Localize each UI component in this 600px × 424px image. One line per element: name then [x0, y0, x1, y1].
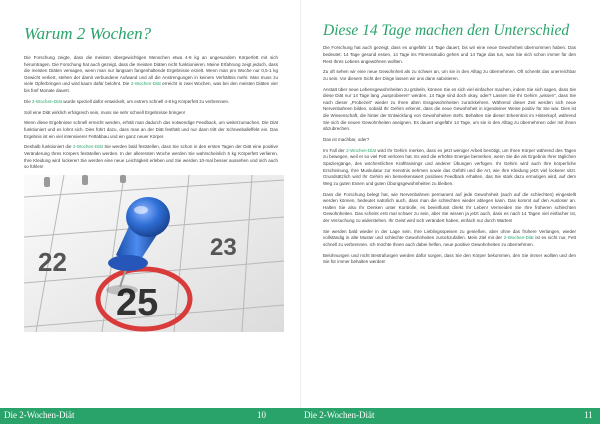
date-number: 22 [38, 246, 67, 277]
left-page-title: Warum 2 Wochen? [24, 24, 152, 43]
paragraph: Im Fall der 2-Wochen-Diät wird Ihr Gehirn merken, dass es jetzt weniger Arbeit benötigt, um Ihren Körper während des Tages zu bewegen, weil er so viel Fett verloren hat. Es wird die erhöhte Energie bemerken, wenn Sie die als Ergebnis Ihrer täglichen Spaziergänge, des wöchentlichen Krafttrainings und anderer Übungen verfügen. Ihr Gehirn wird auch Ihre körperliche Erscheinung, Ihre Muskulatur zur Kenntnis nehmen sowie das Gefühl und die Art, wie Ihre Kleidung jetzt viel lockerer sitzt. Grundsätzlich wird Ihr Gehirn ein bemerkenswert positives Feedback erhalten, das Sie stark dazu ermutigen wird, auf dem Weg zu guten Essen und guten Übungsgewohnheiten zu bleiben. [323, 147, 576, 186]
footer-right-title: Die 2-Wochen-Diät [304, 410, 375, 420]
circled-date-number: 25 [116, 281, 159, 324]
diet-link: 2-Wochen-Diät [130, 81, 161, 87]
footer-left-title: Die 2-Wochen-Diät [4, 410, 75, 420]
paragraph: Soll eine Diät wirklich erfolgreich sein, muss sie sehr schnell Ergebnisse bringen! [24, 109, 186, 115]
paragraph: Dass die Forschung belegt hat, wie Nervenbahnen permanent auf jede Gewohnheit (auch auf die schlechten) eingestellt werden können, bedeutet natürlich auch, dass man die schlechten wieder ablegen kann. Das kommt auf den Ausloser an. Halten Sie also Ihr Denken unter Kontrolle, es beeinflusst direkt Ihr Leben! Vermeiden Sie Ihre früheren schlechten Gewohnheiten. Das scheint erst mal schwer zu sein, aber Sie wissen ja jetzt auch, dass es nach 14 Tagen viel einfacher ist, der Versuchung zu widerstehen. Ihr Geist wird sich verändert haben, einfach nur durch Warten! [323, 191, 576, 223]
paragraph: Die 2-Wochen-Diät wurde speziell dafür entwickelt, um extrem schnell 4-8 kg Körperfett zu verbrennen. [24, 98, 230, 104]
paragraph: Das ist machbar, oder? [323, 137, 370, 143]
diet-link: 2-Wochen-Diät [32, 98, 62, 104]
page-number-left: 10 [257, 410, 266, 420]
calendar-illustration [24, 175, 284, 332]
diet-link: 2-Wochen-Diät [346, 147, 377, 153]
diet-link: 2-Wochen-Diät [72, 144, 103, 150]
calendar-pin-photo [24, 175, 284, 332]
paragraph: Die Forschung zeigte, dass die meisten übergewichtigen Menschen etwa 4-8 kg an ungesundem Körperfett mit sich herumtragen. Die Forschung hat auch gezeigt, dass die meisten Diäten nicht funktionieren. Meine Erfahrung zeigt jedoch, dass die meisten Diäten versagen, wenn man nur langsam fangenhaltende Ergebnisse erzielt. Wenn man pro Woche nur 0,5-1 kg Gewicht verliert, stehen der damit verbundene Aufwand und all die Anstrengungen in keinem Verhältnis mehr. Man muss zu viele Opferbringen und wird kaum dafür belohnt. Die 2-Wochen-Diät erreicht in zwei Wochen, was bei den meisten Diäten vier bis fünf Monate dauert. [24, 55, 278, 93]
paragraph: Sie werden bald wieder in der Lage sein, Ihre Lieblingsspeisen zu genießen, aber ohne das frühere Verlangen, wieder vollständig in alte Muster und schlechte Gewohnheiten zurückzufallen. Mein Ziel mit der 2-Wochen-Diät ist es nicht nur, Fett schnell zu verbrennen. Ich möchte Ihnen auch dabei helfen, neue positive Gewohnheiten zu übernehmen. [323, 228, 576, 247]
left-page [0, 0, 300, 408]
diet-link: 2-Wochen-Diät [503, 235, 534, 241]
paragraph: Anstatt über neue Lebensgewohnheiten zu grübeln, können Sie es sich viel einfacher machen, indem Sie sich sagen, dass Sie diese Diät nur 14 Tage lang „ausprobieren“ werden. 14 Tage sind doch okay, oder? Lassen Sie Ihr Gehirn „wissen“, dass Sie nach dieser „Probezeit“ wieder zu Ihren alten Essgewohnheiten zurückkehren. Während dieser Zeit werden sich neue Nervenbahnen bilden, sobald Ihr Gehirn erkennt, dass die neue Gewohnheit in irgendeiner Weise positiv für Sie war. Dies ist die Wissenschaft, die hinter der Entwicklung von Gewohnheiten steht. Behalten Sie dieser Erkenntnis im Hinterkopf, während Sie sich die neuen Gewohnheiten aneignen. Es dauert ungefähr 14 Tage, um sie in den Alltag zu übernehmen oder mit ihnen abzubrechen. [323, 86, 576, 132]
footer-bar [0, 408, 600, 424]
date-number: 23 [210, 233, 237, 261]
paragraph: Wenn diese Ergebnisse schnell erreicht werden, erhält man dadurch das notwendige Feedback, um weiterzumachen. Die Diät funktioniert und es lohnt sich. Dies führt dazu, dass man an der Diät festhält und nur dann tritt der Schneeballeffekt ein. Das Ergebnis ist ein viel intensiverer Fettabbau und ein ganz neuer Körper. [24, 120, 278, 139]
right-page [300, 0, 600, 408]
paragraph: Die Forschung hat auch gezeigt, dass es ungefähr 14 Tage dauert, bis wir eine neue Gewohnheit übernommen haben. Das bedeutet: 14 Tage gesund essen, 14 Tage ins Fitnessstudio gehen und 14 Tage das tun, was Sie sich schon immer für den Rest Ihres Lebens angewöhnen wollten. [323, 45, 576, 64]
paragraph: Belohnungen und nicht Bestrafungen werden dafür sorgen, dass Sie den Körper bekommen, den Sie immer wollten und den Sie für immer behalten werden! [323, 252, 576, 265]
paragraph: Deshalb funktioniert die 2-Wochen-Diät Sie werden bald feststellen, dass Sie schon in den ersten Tagen der Diät eine positive Veränderung Ihres Körpers feststellen werden. In der allerersten Woche werden Sie wahrscheinlich 5 kg Körperfett verlieren. Ihre Kleidung wird lockerer! Sie werden eine neue Leichtigkeit erleben und Sie werden 10-mal besser aussehen und sich auch so fühlen! [24, 144, 278, 170]
page-number-right: 11 [584, 410, 593, 420]
paragraph: Zu oft sehen wir eine neue Gewohnheit als zu schwer an, um sie in den Alltag zu übernehmen. Oft schenkt das unerreichbar zu sein. Vor diesem Sicht der Dinge lassen wir uns dann sabotieren. [323, 69, 576, 81]
right-page-title: Diese 14 Tage machen den Unterschied [323, 22, 570, 39]
